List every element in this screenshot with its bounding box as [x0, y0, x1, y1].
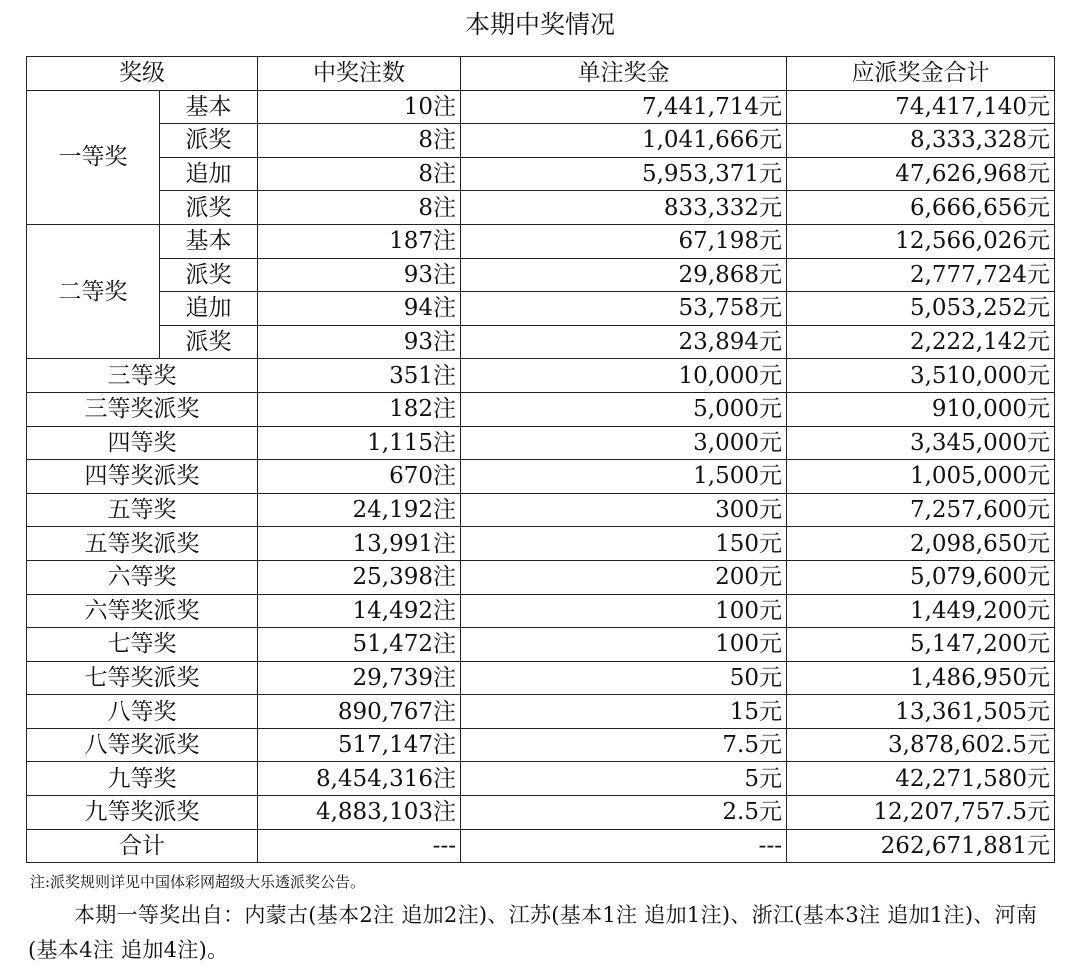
single-prize: 67,198元 — [461, 224, 787, 258]
total-prize: 12,207,757.5元 — [787, 796, 1055, 830]
total-prize: 42,271,580元 — [787, 762, 1055, 796]
prize-level: 九等奖 — [27, 762, 258, 796]
single-prize: 23,894元 — [461, 325, 787, 359]
total-prize: 47,626,968元 — [787, 157, 1055, 191]
winner-count: 93注 — [258, 325, 461, 359]
total-prize: 13,361,505元 — [787, 695, 1055, 729]
prize-level: 三等奖派奖 — [27, 392, 258, 426]
header-count: 中奖注数 — [258, 57, 461, 91]
winner-count: 8注 — [258, 157, 461, 191]
winner-count: 890,767注 — [258, 695, 461, 729]
total-prize: 1,005,000元 — [787, 460, 1055, 494]
table-row — [27, 292, 1055, 326]
table-row — [27, 426, 1055, 460]
single-prize: 1,041,666元 — [461, 124, 787, 158]
single-prize: 10,000元 — [461, 359, 787, 393]
table-row — [27, 359, 1055, 393]
single-prize: 150元 — [461, 527, 787, 561]
prize-level: 五等奖派奖 — [27, 527, 258, 561]
table-row — [27, 392, 1055, 426]
prize-level: 六等奖派奖 — [27, 594, 258, 628]
prize-level: 九等奖派奖 — [27, 796, 258, 830]
winner-count: 10注 — [258, 90, 461, 124]
winners-paragraph: 本期一等奖出自：内蒙古(基本2注 追加2注)、江苏(基本1注 追加1注)、浙江(基本3注 追加1注)、河南(基本4注 追加4注)。 — [28, 903, 1038, 962]
single-prize: 200元 — [461, 560, 787, 594]
single-prize: 7.5元 — [461, 728, 787, 762]
single-prize: 5,000元 — [461, 392, 787, 426]
prize-level: 八等奖派奖 — [27, 728, 258, 762]
table-row — [27, 560, 1055, 594]
prize-subtype: 基本 — [160, 224, 258, 258]
total-label: 合计 — [27, 829, 258, 863]
winner-count: 51,472注 — [258, 628, 461, 662]
table-row — [27, 628, 1055, 662]
single-prize: 53,758元 — [461, 292, 787, 326]
total-prize: 7,257,600元 — [787, 493, 1055, 527]
table-row — [27, 762, 1055, 796]
winner-count: 517,147注 — [258, 728, 461, 762]
table-row — [27, 695, 1055, 729]
total-prize: 5,147,200元 — [787, 628, 1055, 662]
winner-count: 8注 — [258, 191, 461, 225]
prize-level: 八等奖 — [27, 695, 258, 729]
table-row — [27, 191, 1055, 225]
prize-subtype: 基本 — [160, 90, 258, 124]
prize-table-body — [27, 57, 1055, 863]
header-total: 应派奖金合计 — [787, 57, 1055, 91]
winner-count: 25,398注 — [258, 560, 461, 594]
prize-subtype: 派奖 — [160, 124, 258, 158]
single-prize: 7,441,714元 — [461, 90, 787, 124]
header-prize: 单注奖金 — [461, 57, 787, 91]
total-prize: 2,098,650元 — [787, 527, 1055, 561]
total-prize: 3,510,000元 — [787, 359, 1055, 393]
total-prize: 2,777,724元 — [787, 258, 1055, 292]
total-row — [27, 829, 1055, 863]
grand-total: 262,671,881元 — [787, 829, 1055, 863]
total-prize: 74,417,140元 — [787, 90, 1055, 124]
prize-subtype: 追加 — [160, 157, 258, 191]
total-prize: 1,486,950元 — [787, 661, 1055, 695]
prize-subtype: 派奖 — [160, 258, 258, 292]
total-count: --- — [258, 829, 461, 863]
total-prize: 2,222,142元 — [787, 325, 1055, 359]
single-prize: 100元 — [461, 594, 787, 628]
winner-count: 182注 — [258, 392, 461, 426]
winner-count: 29,739注 — [258, 661, 461, 695]
total-prize: 910,000元 — [787, 392, 1055, 426]
prize-level: 七等奖 — [27, 628, 258, 662]
table-row — [27, 224, 1055, 258]
single-prize: 50元 — [461, 661, 787, 695]
single-prize: 29,868元 — [461, 258, 787, 292]
table-row — [27, 796, 1055, 830]
winner-count: 8,454,316注 — [258, 762, 461, 796]
footnote: 注:派奖规则详见中国体彩网超级大乐透派奖公告。 — [30, 873, 366, 891]
single-prize: 5,953,371元 — [461, 157, 787, 191]
prize-group-label: 二等奖 — [27, 224, 160, 358]
winner-count: 94注 — [258, 292, 461, 326]
winner-count: 670注 — [258, 460, 461, 494]
total-single-prize: --- — [461, 829, 787, 863]
table-row — [27, 594, 1055, 628]
winner-count: 351注 — [258, 359, 461, 393]
total-prize: 3,878,602.5元 — [787, 728, 1055, 762]
prize-level: 三等奖 — [27, 359, 258, 393]
total-prize: 5,053,252元 — [787, 292, 1055, 326]
single-prize: 2.5元 — [461, 796, 787, 830]
winner-count: 8注 — [258, 124, 461, 158]
prize-subtype: 派奖 — [160, 191, 258, 225]
prize-table — [26, 56, 1055, 863]
total-prize: 3,345,000元 — [787, 426, 1055, 460]
table-row — [27, 527, 1055, 561]
table-row — [27, 157, 1055, 191]
winner-count: 4,883,103注 — [258, 796, 461, 830]
prize-level: 六等奖 — [27, 560, 258, 594]
single-prize: 300元 — [461, 493, 787, 527]
table-header-row — [27, 57, 1055, 91]
prize-subtype: 追加 — [160, 292, 258, 326]
prize-group-label: 一等奖 — [27, 90, 160, 224]
prize-level: 四等奖 — [27, 426, 258, 460]
table-row — [27, 90, 1055, 124]
winner-count: 24,192注 — [258, 493, 461, 527]
single-prize: 3,000元 — [461, 426, 787, 460]
prize-level: 七等奖派奖 — [27, 661, 258, 695]
single-prize: 15元 — [461, 695, 787, 729]
table-row — [27, 325, 1055, 359]
prize-subtype: 派奖 — [160, 325, 258, 359]
prize-level: 四等奖派奖 — [27, 460, 258, 494]
single-prize: 1,500元 — [461, 460, 787, 494]
table-row — [27, 124, 1055, 158]
winner-count: 14,492注 — [258, 594, 461, 628]
single-prize: 833,332元 — [461, 191, 787, 225]
total-prize: 12,566,026元 — [787, 224, 1055, 258]
total-prize: 5,079,600元 — [787, 560, 1055, 594]
winner-count: 187注 — [258, 224, 461, 258]
total-prize: 8,333,328元 — [787, 124, 1055, 158]
single-prize: 100元 — [461, 628, 787, 662]
winner-count: 13,991注 — [258, 527, 461, 561]
table-row — [27, 258, 1055, 292]
table-row — [27, 661, 1055, 695]
single-prize: 5元 — [461, 762, 787, 796]
page-title: 本期中奖情况 — [464, 10, 615, 39]
winner-count: 93注 — [258, 258, 461, 292]
table-row — [27, 493, 1055, 527]
winner-count: 1,115注 — [258, 426, 461, 460]
table-row — [27, 460, 1055, 494]
total-prize: 1,449,200元 — [787, 594, 1055, 628]
table-row — [27, 728, 1055, 762]
header-level: 奖级 — [27, 57, 258, 91]
total-prize: 6,666,656元 — [787, 191, 1055, 225]
prize-level: 五等奖 — [27, 493, 258, 527]
